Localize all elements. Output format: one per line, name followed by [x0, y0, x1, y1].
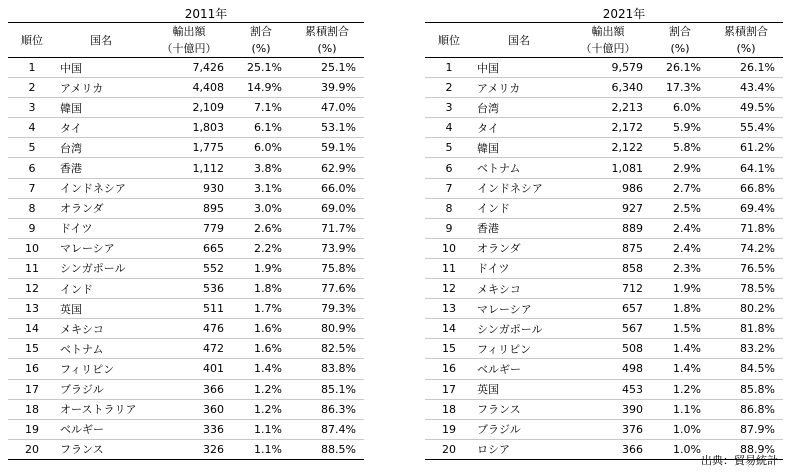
country-cell: ブラジル [473, 419, 565, 439]
cumulative-share-cell: 66.0% [290, 178, 364, 198]
table-row [8, 419, 364, 439]
export-value-cell: 779 [146, 218, 232, 238]
export-value-cell: 657 [565, 299, 651, 319]
share-cell: 1.8% [232, 279, 290, 299]
share-cell: 7.1% [232, 98, 290, 118]
share-cell: 1.4% [651, 339, 709, 359]
table-row [425, 118, 783, 138]
table-row [425, 218, 783, 238]
share-cell: 1.8% [651, 299, 709, 319]
table-title: 2011年 [184, 7, 228, 21]
rank-cell: 19 [425, 419, 473, 439]
share-cell: 1.0% [651, 419, 709, 439]
rank-cell: 20 [425, 439, 473, 459]
share-cell: 2.6% [232, 218, 290, 238]
cumulative-share-cell: 80.9% [290, 319, 364, 339]
export-value-cell: 366 [146, 379, 232, 399]
country-cell: ブラジル [56, 379, 146, 399]
country-cell: ベルギー [473, 359, 565, 379]
country-cell: フランス [473, 399, 565, 419]
country-cell: ベトナム [473, 158, 565, 178]
export-value-cell: 401 [146, 359, 232, 379]
country-cell: シンガポール [473, 319, 565, 339]
export-value-cell: 858 [565, 258, 651, 278]
share-cell: 1.0% [651, 439, 709, 459]
source-note: 出典：貿易統計 [701, 454, 778, 467]
rank-cell: 3 [8, 98, 56, 118]
export-value-cell: 7,426 [146, 58, 232, 78]
country-cell: フランス [56, 439, 146, 459]
country-cell: 香港 [56, 158, 146, 178]
cumulative-share-cell: 81.8% [709, 319, 783, 339]
rank-cell: 5 [8, 138, 56, 158]
cumulative-share-cell: 69.4% [709, 198, 783, 218]
header-country: 国名 [473, 23, 565, 58]
share-cell: 1.2% [232, 399, 290, 419]
rank-cell: 5 [425, 138, 473, 158]
cumulative-share-cell: 53.1% [290, 118, 364, 138]
rank-cell: 12 [8, 279, 56, 299]
cumulative-share-cell: 69.0% [290, 198, 364, 218]
country-cell: 韓国 [473, 138, 565, 158]
header-exports-unit: （十億円） [146, 40, 232, 58]
export-value-cell: 986 [565, 178, 651, 198]
cumulative-share-cell: 80.2% [709, 299, 783, 319]
share-cell: 1.5% [651, 319, 709, 339]
cumulative-share-cell: 47.0% [290, 98, 364, 118]
share-cell: 3.1% [232, 178, 290, 198]
country-cell: タイ [56, 118, 146, 138]
export-value-cell: 511 [146, 299, 232, 319]
cumulative-share-cell: 76.5% [709, 258, 783, 278]
export-value-cell: 927 [565, 198, 651, 218]
export-value-cell: 2,109 [146, 98, 232, 118]
export-value-cell: 930 [146, 178, 232, 198]
country-cell: ベルギー [56, 419, 146, 439]
rank-cell: 6 [425, 158, 473, 178]
export-ranking-table [8, 22, 364, 460]
country-cell: 中国 [56, 58, 146, 78]
header-cumulative: 累積割合 [290, 23, 364, 41]
rank-cell: 1 [8, 58, 56, 78]
header-share-unit: (%) [232, 40, 290, 58]
share-cell: 2.5% [651, 198, 709, 218]
rank-cell: 7 [8, 178, 56, 198]
country-cell: タイ [473, 118, 565, 138]
export-value-cell: 453 [565, 379, 651, 399]
export-ranking-table [425, 22, 783, 460]
share-cell: 1.4% [651, 359, 709, 379]
country-cell: 香港 [473, 218, 565, 238]
table-row [425, 258, 783, 278]
export-value-cell: 2,213 [565, 98, 651, 118]
cumulative-share-cell: 82.5% [290, 339, 364, 359]
cumulative-share-cell: 75.8% [290, 258, 364, 278]
export-value-cell: 2,122 [565, 138, 651, 158]
country-cell: メキシコ [56, 319, 146, 339]
rank-cell: 9 [425, 218, 473, 238]
table-row [8, 58, 364, 78]
table-title: 2021年 [602, 7, 646, 21]
export-value-cell: 1,775 [146, 138, 232, 158]
rank-cell: 3 [425, 98, 473, 118]
rank-cell: 16 [425, 359, 473, 379]
rank-cell: 8 [425, 198, 473, 218]
share-cell: 6.0% [232, 138, 290, 158]
share-cell: 2.2% [232, 238, 290, 258]
table-row [8, 158, 364, 178]
rank-cell: 15 [425, 339, 473, 359]
cumulative-share-cell: 79.3% [290, 299, 364, 319]
share-cell: 25.1% [232, 58, 290, 78]
rank-cell: 14 [425, 319, 473, 339]
country-cell: シンガポール [56, 258, 146, 278]
table-row [8, 218, 364, 238]
country-cell: 中国 [473, 58, 565, 78]
table-row [425, 138, 783, 158]
table-row [425, 178, 783, 198]
cumulative-share-cell: 62.9% [290, 158, 364, 178]
export-value-cell: 889 [565, 218, 651, 238]
export-value-cell: 2,172 [565, 118, 651, 138]
cumulative-share-cell: 39.9% [290, 78, 364, 98]
table-row [425, 98, 783, 118]
table-row [8, 319, 364, 339]
country-cell: オーストラリア [56, 399, 146, 419]
share-cell: 17.3% [651, 78, 709, 98]
table-row [425, 339, 783, 359]
export-value-cell: 376 [565, 419, 651, 439]
country-cell: インド [473, 198, 565, 218]
cumulative-share-cell: 83.2% [709, 339, 783, 359]
share-cell: 2.7% [651, 178, 709, 198]
rank-cell: 20 [8, 439, 56, 459]
header-exports: 輸出額 [146, 23, 232, 41]
country-cell: 英国 [56, 299, 146, 319]
share-cell: 1.7% [232, 299, 290, 319]
country-cell: 英国 [473, 379, 565, 399]
country-cell: アメリカ [473, 78, 565, 98]
rank-cell: 2 [425, 78, 473, 98]
cumulative-share-cell: 87.4% [290, 419, 364, 439]
export-value-cell: 552 [146, 258, 232, 278]
share-cell: 1.9% [232, 258, 290, 278]
cumulative-share-cell: 73.9% [290, 238, 364, 258]
header-share: 割合 [232, 23, 290, 41]
table-row [8, 379, 364, 399]
export-value-cell: 536 [146, 279, 232, 299]
share-cell: 5.8% [651, 138, 709, 158]
table-row [8, 279, 364, 299]
table-row [425, 158, 783, 178]
table-row [425, 299, 783, 319]
table-row [8, 138, 364, 158]
cumulative-share-cell: 59.1% [290, 138, 364, 158]
export-value-cell: 390 [565, 399, 651, 419]
header-rank: 順位 [8, 23, 56, 58]
rank-cell: 7 [425, 178, 473, 198]
rank-cell: 12 [425, 279, 473, 299]
rank-cell: 1 [425, 58, 473, 78]
table-panel-2021 [425, 6, 783, 460]
share-cell: 6.1% [232, 118, 290, 138]
country-cell: ドイツ [56, 218, 146, 238]
export-value-cell: 366 [565, 439, 651, 459]
cumulative-share-cell: 86.3% [290, 399, 364, 419]
rank-cell: 13 [425, 299, 473, 319]
export-value-cell: 472 [146, 339, 232, 359]
share-cell: 26.1% [651, 58, 709, 78]
cumulative-share-cell: 43.4% [709, 78, 783, 98]
table-row [8, 118, 364, 138]
rank-cell: 17 [425, 379, 473, 399]
table-row [425, 279, 783, 299]
table-row [8, 359, 364, 379]
table-row [425, 319, 783, 339]
export-value-cell: 1,081 [565, 158, 651, 178]
cumulative-share-cell: 26.1% [709, 58, 783, 78]
share-cell: 1.9% [651, 279, 709, 299]
header-cumulative-unit: (%) [709, 40, 783, 58]
country-cell: 韓国 [56, 98, 146, 118]
export-value-cell: 895 [146, 198, 232, 218]
cumulative-share-cell: 61.2% [709, 138, 783, 158]
table-row [425, 78, 783, 98]
export-value-cell: 476 [146, 319, 232, 339]
country-cell: アメリカ [56, 78, 146, 98]
rank-cell: 16 [8, 359, 56, 379]
table-row [8, 299, 364, 319]
export-value-cell: 875 [565, 238, 651, 258]
cumulative-share-cell: 55.4% [709, 118, 783, 138]
country-cell: オランダ [56, 198, 146, 218]
cumulative-share-cell: 71.7% [290, 218, 364, 238]
share-cell: 6.0% [651, 98, 709, 118]
table-row [8, 198, 364, 218]
country-cell: フィリピン [56, 359, 146, 379]
table-row [8, 178, 364, 198]
table-row [425, 419, 783, 439]
header-exports-unit: （十億円） [565, 40, 651, 58]
table-row [8, 258, 364, 278]
table-row [425, 379, 783, 399]
table-row [425, 399, 783, 419]
export-value-cell: 336 [146, 419, 232, 439]
share-cell: 1.2% [232, 379, 290, 399]
export-value-cell: 1,803 [146, 118, 232, 138]
export-value-cell: 9,579 [565, 58, 651, 78]
cumulative-share-cell: 88.5% [290, 439, 364, 459]
country-cell: インドネシア [473, 178, 565, 198]
rank-cell: 13 [8, 299, 56, 319]
table-row [8, 399, 364, 419]
country-cell: ロシア [473, 439, 565, 459]
country-cell: オランダ [473, 238, 565, 258]
country-cell: マレーシア [473, 299, 565, 319]
rank-cell: 15 [8, 339, 56, 359]
table-row [425, 359, 783, 379]
header-country: 国名 [56, 23, 146, 58]
table-row [8, 78, 364, 98]
export-value-cell: 4,408 [146, 78, 232, 98]
rank-cell: 6 [8, 158, 56, 178]
cumulative-share-cell: 77.6% [290, 279, 364, 299]
share-cell: 1.6% [232, 339, 290, 359]
share-cell: 3.8% [232, 158, 290, 178]
export-value-cell: 360 [146, 399, 232, 419]
share-cell: 2.4% [651, 218, 709, 238]
cumulative-share-cell: 84.5% [709, 359, 783, 379]
table-row [8, 339, 364, 359]
share-cell: 14.9% [232, 78, 290, 98]
cumulative-share-cell: 83.8% [290, 359, 364, 379]
export-value-cell: 567 [565, 319, 651, 339]
cumulative-share-cell: 71.8% [709, 218, 783, 238]
header-cumulative: 累積割合 [709, 23, 783, 41]
rank-cell: 10 [425, 238, 473, 258]
cumulative-share-cell: 85.1% [290, 379, 364, 399]
share-cell: 2.3% [651, 258, 709, 278]
rank-cell: 4 [8, 118, 56, 138]
rank-cell: 9 [8, 218, 56, 238]
cumulative-share-cell: 74.2% [709, 238, 783, 258]
rank-cell: 11 [8, 258, 56, 278]
rank-cell: 18 [425, 399, 473, 419]
table-row [425, 198, 783, 218]
share-cell: 1.1% [232, 439, 290, 459]
header-share-unit: (%) [651, 40, 709, 58]
country-cell: インドネシア [56, 178, 146, 198]
export-value-cell: 508 [565, 339, 651, 359]
share-cell: 5.9% [651, 118, 709, 138]
table-row [425, 58, 783, 78]
rank-cell: 2 [8, 78, 56, 98]
table-row [425, 238, 783, 258]
country-cell: 台湾 [473, 98, 565, 118]
rank-cell: 18 [8, 399, 56, 419]
share-cell: 2.4% [651, 238, 709, 258]
country-cell: ベトナム [56, 339, 146, 359]
table-row [8, 439, 364, 459]
rank-cell: 8 [8, 198, 56, 218]
export-value-cell: 498 [565, 359, 651, 379]
rank-cell: 17 [8, 379, 56, 399]
table-row [8, 238, 364, 258]
share-cell: 1.2% [651, 379, 709, 399]
cumulative-share-cell: 66.8% [709, 178, 783, 198]
share-cell: 1.6% [232, 319, 290, 339]
export-value-cell: 6,340 [565, 78, 651, 98]
country-cell: マレーシア [56, 238, 146, 258]
rank-cell: 19 [8, 419, 56, 439]
share-cell: 2.9% [651, 158, 709, 178]
share-cell: 1.4% [232, 359, 290, 379]
header-share: 割合 [651, 23, 709, 41]
country-cell: フィリピン [473, 339, 565, 359]
cumulative-share-cell: 86.8% [709, 399, 783, 419]
cumulative-share-cell: 85.8% [709, 379, 783, 399]
export-value-cell: 665 [146, 238, 232, 258]
country-cell: ドイツ [473, 258, 565, 278]
header-exports: 輸出額 [565, 23, 651, 41]
cumulative-share-cell: 87.9% [709, 419, 783, 439]
country-cell: 台湾 [56, 138, 146, 158]
header-rank: 順位 [425, 23, 473, 58]
country-cell: メキシコ [473, 279, 565, 299]
export-value-cell: 712 [565, 279, 651, 299]
share-cell: 3.0% [232, 198, 290, 218]
share-cell: 1.1% [232, 419, 290, 439]
country-cell: インド [56, 279, 146, 299]
export-value-cell: 326 [146, 439, 232, 459]
rank-cell: 14 [8, 319, 56, 339]
export-value-cell: 1,112 [146, 158, 232, 178]
cumulative-share-cell: 64.1% [709, 158, 783, 178]
table-row [8, 98, 364, 118]
header-cumulative-unit: (%) [290, 40, 364, 58]
cumulative-share-cell: 25.1% [290, 58, 364, 78]
rank-cell: 4 [425, 118, 473, 138]
rank-cell: 11 [425, 258, 473, 278]
table-panel-2011 [8, 6, 364, 460]
cumulative-share-cell: 49.5% [709, 98, 783, 118]
cumulative-share-cell: 78.5% [709, 279, 783, 299]
cumulative-share-cell: 88.9% [709, 439, 783, 459]
share-cell: 1.1% [651, 399, 709, 419]
rank-cell: 10 [8, 238, 56, 258]
